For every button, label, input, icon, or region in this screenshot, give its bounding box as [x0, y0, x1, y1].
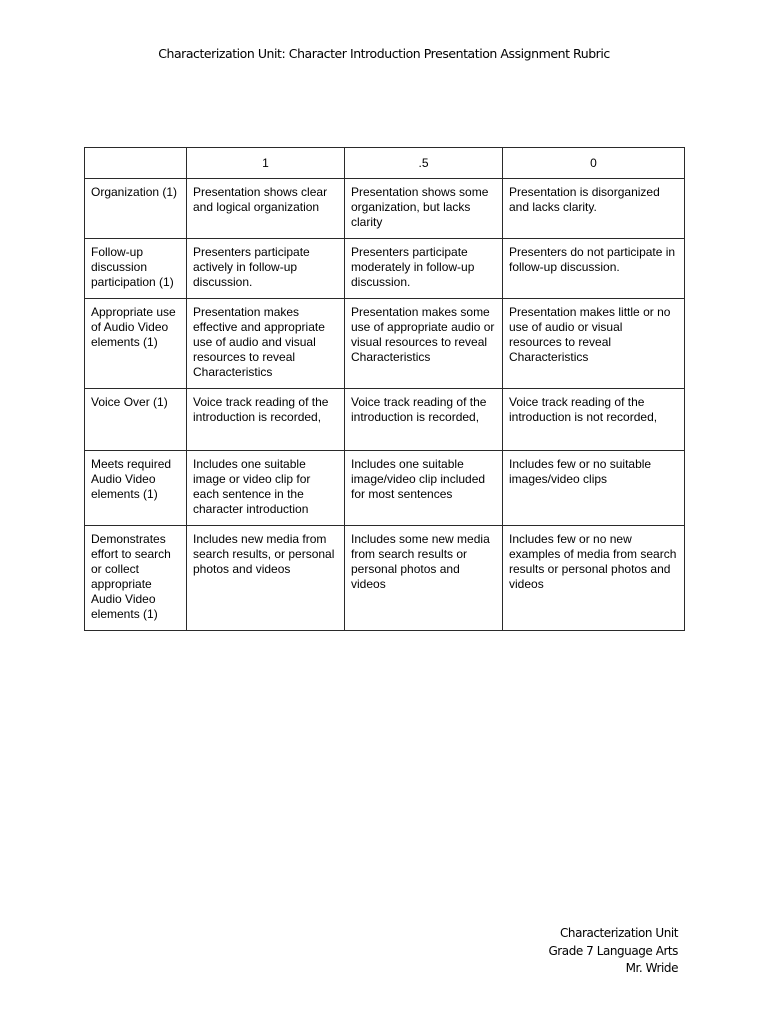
score-half-cell: Presentation shows some organization, but lacks clarity [345, 179, 503, 239]
score-0-cell: Includes few or no suitable images/video clips [503, 451, 685, 526]
score-0-cell: Includes few or no new examples of media from search results or personal photos and videos [503, 526, 685, 631]
header-cell-score-half: .5 [345, 148, 503, 179]
footer-teacher-name: Mr. Wride [625, 961, 678, 975]
table-row [85, 239, 685, 299]
table-row [85, 389, 685, 451]
score-1-cell: Presentation makes effective and appropriate use of audio and visual resources to reveal Characteristics [187, 299, 345, 389]
footer-course-name: Grade 7 Language Arts [548, 943, 678, 958]
score-half-cell: Presentation makes some use of appropriate audio or visual resources to reveal Characteristics [345, 299, 503, 389]
score-half-cell: Includes some new media from search results or personal photos and videos [345, 526, 503, 631]
rubric-table [84, 147, 685, 631]
score-1-cell: Voice track reading of the introduction is recorded, [187, 389, 345, 451]
header-cell-score-0: 0 [503, 148, 685, 179]
page-title: Characterization Unit: Character Introduction Presentation Assignment Rubric [158, 46, 610, 61]
score-0-cell: Voice track reading of the introduction is not recorded, [503, 389, 685, 451]
criterion-cell: Organization (1) [85, 179, 187, 239]
footer-unit-name: Characterization Unit [559, 926, 678, 940]
score-0-cell: Presentation makes little or no use of audio or visual resources to reveal Characteristics [503, 299, 685, 389]
score-1-cell: Includes one suitable image or video clip for each sentence in the character introduction [187, 451, 345, 526]
score-0-cell: Presentation is disorganized and lacks clarity. [503, 179, 685, 239]
header-cell-empty [85, 148, 187, 179]
score-1-cell: Presenters participate actively in follow-up discussion. [187, 239, 345, 299]
criterion-cell: Follow-up discussion participation (1) [85, 239, 187, 299]
document-footer [548, 925, 678, 978]
score-half-cell: Presenters participate moderately in follow-up discussion. [345, 239, 503, 299]
criterion-cell: Demonstrates effort to search or collect appropriate Audio Video elements (1) [85, 526, 187, 631]
table-header-row [85, 148, 685, 179]
score-half-cell: Includes one suitable image/video clip included for most sentences [345, 451, 503, 526]
table-row [85, 526, 685, 631]
score-1-cell: Presentation shows clear and logical organization [187, 179, 345, 239]
table-row [85, 299, 685, 389]
header-cell-score-1: 1 [187, 148, 345, 179]
score-0-cell: Presenters do not participate in follow-up discussion. [503, 239, 685, 299]
score-half-cell: Voice track reading of the introduction is recorded, [345, 389, 503, 451]
table-row [85, 451, 685, 526]
score-1-cell: Includes new media from search results, or personal photos and videos [187, 526, 345, 631]
criterion-cell: Meets required Audio Video elements (1) [85, 451, 187, 526]
table-row [85, 179, 685, 239]
criterion-cell: Voice Over (1) [85, 389, 187, 451]
criterion-cell: Appropriate use of Audio Video elements (1) [85, 299, 187, 389]
